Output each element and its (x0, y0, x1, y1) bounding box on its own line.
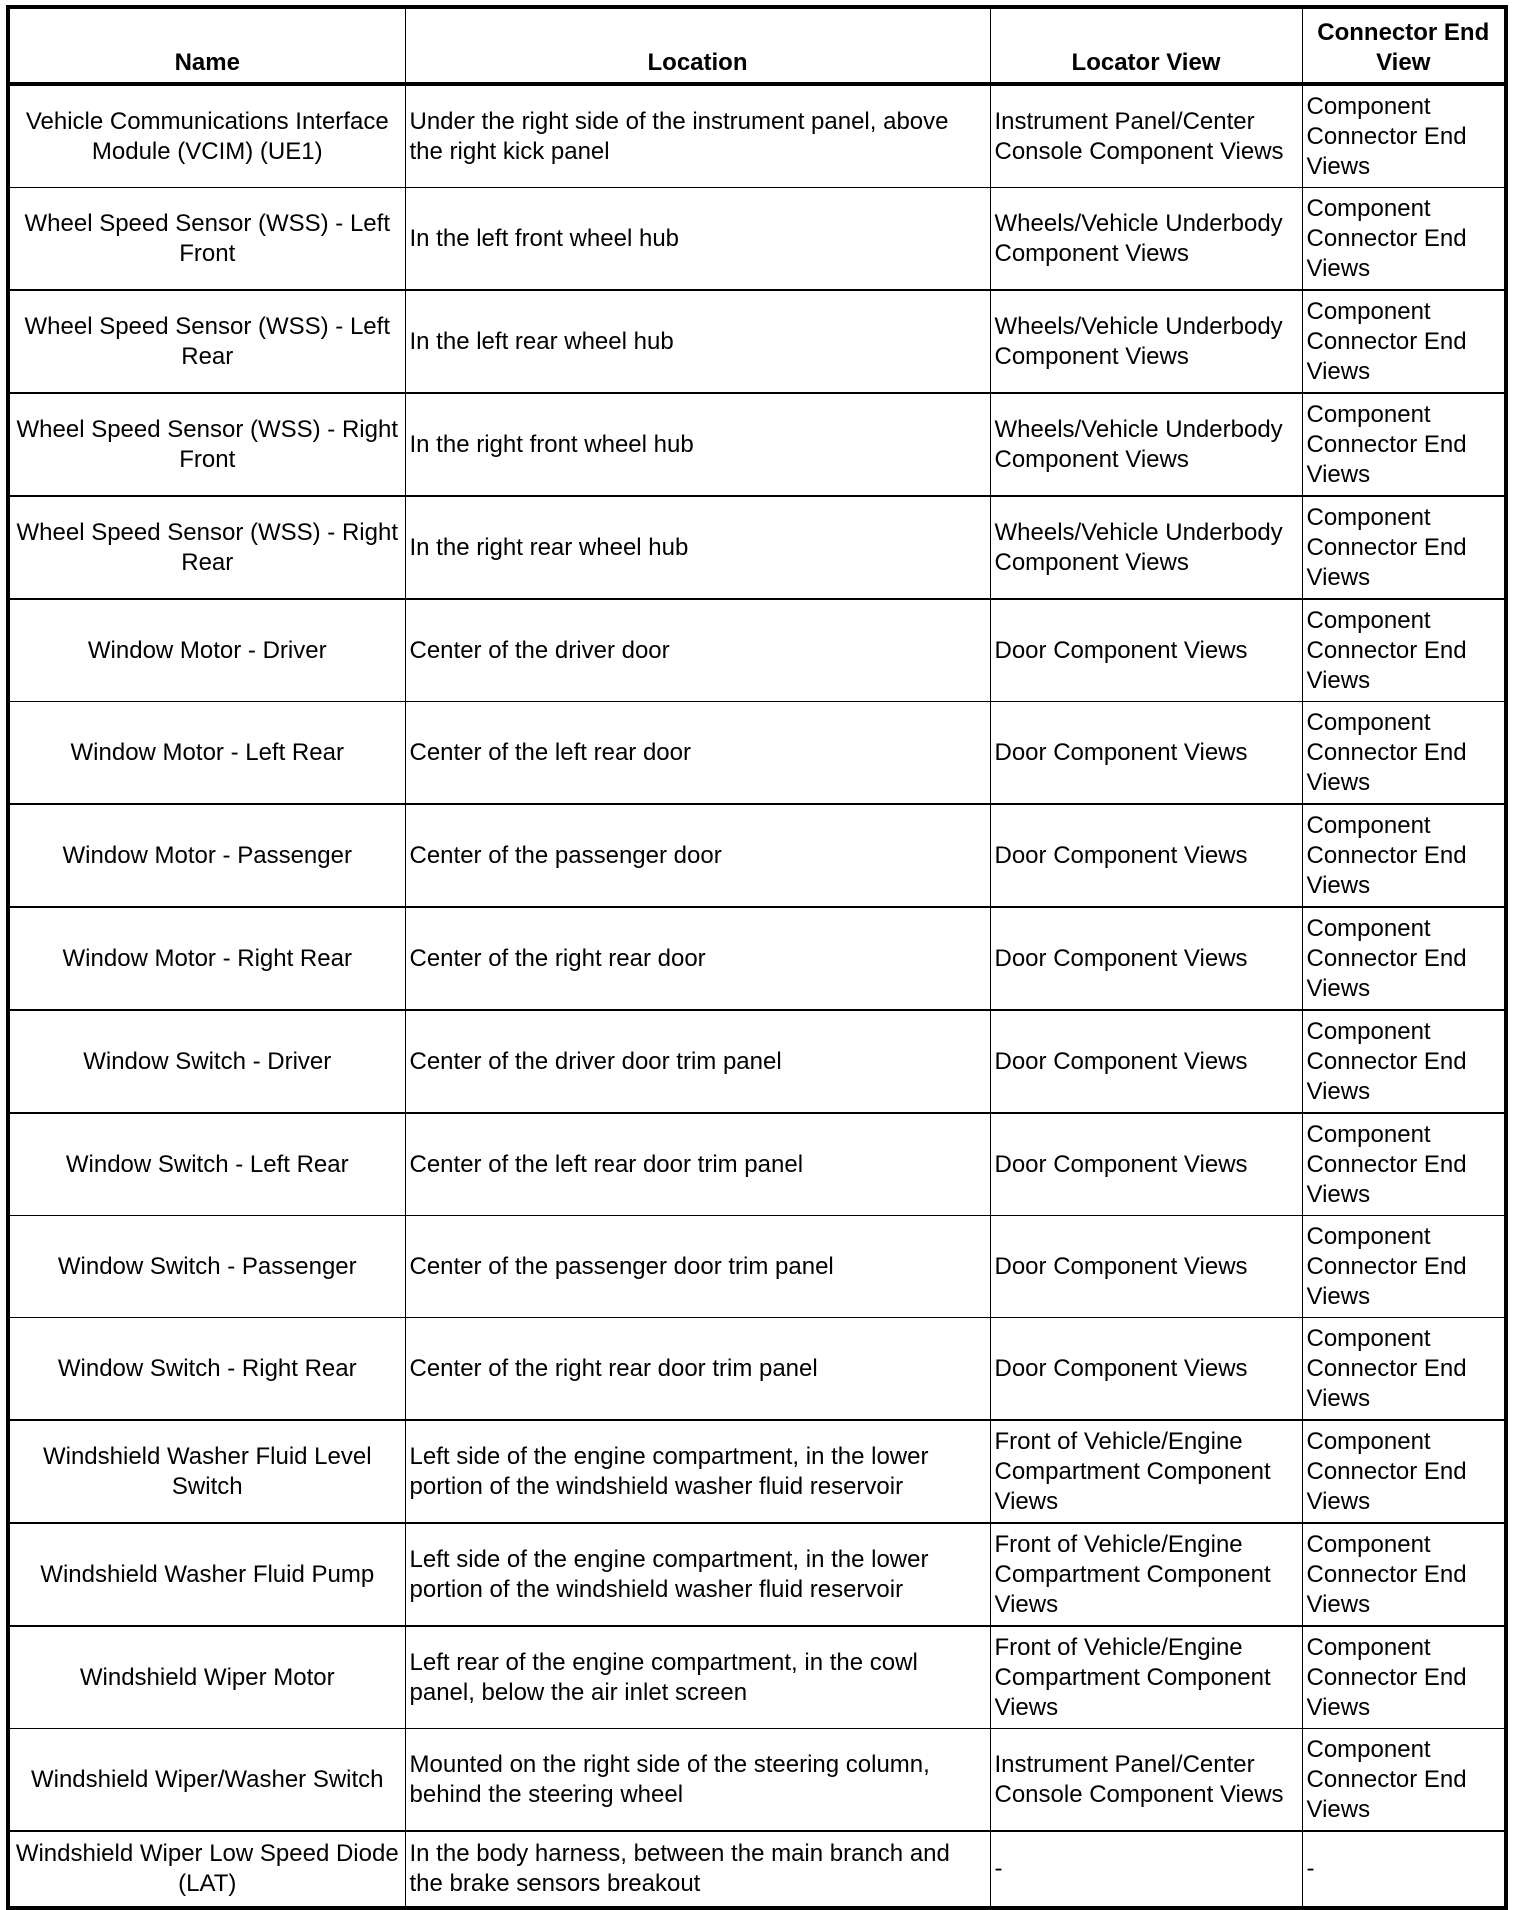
cell-locator-view: Door Component Views (990, 1216, 1302, 1318)
cell-locator-view: Door Component Views (990, 1010, 1302, 1113)
cell-locator-view: Front of Vehicle/Engine Compartment Component Views (990, 1420, 1302, 1523)
cell-name: Window Motor - Right Rear (8, 907, 405, 1010)
cell-name: Window Switch - Right Rear (8, 1318, 405, 1421)
cell-connector-end-view: Component Connector End Views (1302, 188, 1506, 291)
cell-connector-end-view: Component Connector End Views (1302, 1626, 1506, 1729)
cell-location: Center of the passenger door trim panel (405, 1216, 990, 1318)
cell-location: Under the right side of the instrument panel, above the right kick panel (405, 84, 990, 188)
cell-locator-view: Front of Vehicle/Engine Compartment Component Views (990, 1523, 1302, 1626)
table-row (8, 1729, 1506, 1832)
header-name: Name (8, 7, 405, 84)
table-row (8, 1831, 1506, 1908)
cell-location: Center of the passenger door (405, 804, 990, 907)
cell-locator-view: Door Component Views (990, 804, 1302, 907)
cell-name: Windshield Washer Fluid Pump (8, 1523, 405, 1626)
cell-locator-view: Door Component Views (990, 907, 1302, 1010)
cell-name: Wheel Speed Sensor (WSS) - Left Rear (8, 290, 405, 393)
cell-connector-end-view: Component Connector End Views (1302, 1729, 1506, 1832)
cell-connector-end-view: Component Connector End Views (1302, 599, 1506, 702)
table-row (8, 1216, 1506, 1318)
header-connector-end-view: Connector End View (1302, 7, 1506, 84)
table-row (8, 1626, 1506, 1729)
cell-name: Wheel Speed Sensor (WSS) - Left Front (8, 188, 405, 291)
cell-name: Windshield Wiper/Washer Switch (8, 1729, 405, 1832)
cell-connector-end-view: Component Connector End Views (1302, 907, 1506, 1010)
cell-locator-view: Door Component Views (990, 1113, 1302, 1216)
cell-name: Wheel Speed Sensor (WSS) - Right Front (8, 393, 405, 496)
cell-location: In the left front wheel hub (405, 188, 990, 291)
header-row (8, 7, 1506, 84)
cell-location: In the right front wheel hub (405, 393, 990, 496)
cell-locator-view: Front of Vehicle/Engine Compartment Component Views (990, 1626, 1302, 1729)
cell-locator-view: Door Component Views (990, 1318, 1302, 1421)
table-row (8, 702, 1506, 805)
table-row (8, 393, 1506, 496)
cell-connector-end-view: Component Connector End Views (1302, 393, 1506, 496)
cell-locator-view: Door Component Views (990, 599, 1302, 702)
table-row (8, 188, 1506, 291)
cell-location: Mounted on the right side of the steering column, behind the steering wheel (405, 1729, 990, 1832)
cell-connector-end-view: Component Connector End Views (1302, 1010, 1506, 1113)
cell-connector-end-view: Component Connector End Views (1302, 1318, 1506, 1421)
cell-name: Window Motor - Passenger (8, 804, 405, 907)
table-row (8, 804, 1506, 907)
cell-location: In the right rear wheel hub (405, 496, 990, 599)
cell-connector-end-view: Component Connector End Views (1302, 496, 1506, 599)
table-row (8, 907, 1506, 1010)
table-row (8, 1523, 1506, 1626)
cell-locator-view: Wheels/Vehicle Underbody Component Views (990, 496, 1302, 599)
header-location: Location (405, 7, 990, 84)
cell-locator-view: Door Component Views (990, 702, 1302, 805)
table-row (8, 1113, 1506, 1216)
cell-name: Windshield Wiper Motor (8, 1626, 405, 1729)
cell-connector-end-view: Component Connector End Views (1302, 804, 1506, 907)
cell-location: Center of the left rear door trim panel (405, 1113, 990, 1216)
cell-location: Center of the right rear door trim panel (405, 1318, 990, 1421)
table-row (8, 599, 1506, 702)
cell-connector-end-view: - (1302, 1831, 1506, 1908)
cell-connector-end-view: Component Connector End Views (1302, 702, 1506, 805)
cell-name: Wheel Speed Sensor (WSS) - Right Rear (8, 496, 405, 599)
table-row (8, 1010, 1506, 1113)
cell-locator-view: Wheels/Vehicle Underbody Component Views (990, 393, 1302, 496)
cell-connector-end-view: Component Connector End Views (1302, 84, 1506, 188)
table-row (8, 1420, 1506, 1523)
table-row (8, 84, 1506, 188)
header-locator-view: Locator View (990, 7, 1302, 84)
cell-locator-view: Instrument Panel/Center Console Component Views (990, 84, 1302, 188)
cell-location: Center of the left rear door (405, 702, 990, 805)
cell-name: Windshield Washer Fluid Level Switch (8, 1420, 405, 1523)
component-locator-table (6, 5, 1508, 1910)
cell-name: Window Motor - Left Rear (8, 702, 405, 805)
cell-location: Center of the driver door trim panel (405, 1010, 990, 1113)
cell-location: Left rear of the engine compartment, in the cowl panel, below the air inlet screen (405, 1626, 990, 1729)
cell-connector-end-view: Component Connector End Views (1302, 1420, 1506, 1523)
table-row (8, 496, 1506, 599)
cell-locator-view: Instrument Panel/Center Console Component Views (990, 1729, 1302, 1832)
cell-location: In the left rear wheel hub (405, 290, 990, 393)
cell-name: Window Motor - Driver (8, 599, 405, 702)
table-row (8, 290, 1506, 393)
cell-connector-end-view: Component Connector End Views (1302, 1523, 1506, 1626)
cell-location: Center of the right rear door (405, 907, 990, 1010)
cell-location: Left side of the engine compartment, in the lower portion of the windshield washer fluid reservoir (405, 1523, 990, 1626)
cell-name: Windshield Wiper Low Speed Diode (LAT) (8, 1831, 405, 1908)
cell-name: Vehicle Communications Interface Module (VCIM) (UE1) (8, 84, 405, 188)
cell-location: In the body harness, between the main branch and the brake sensors breakout (405, 1831, 990, 1908)
cell-connector-end-view: Component Connector End Views (1302, 290, 1506, 393)
cell-connector-end-view: Component Connector End Views (1302, 1113, 1506, 1216)
cell-locator-view: Wheels/Vehicle Underbody Component Views (990, 290, 1302, 393)
cell-connector-end-view: Component Connector End Views (1302, 1216, 1506, 1318)
cell-locator-view: - (990, 1831, 1302, 1908)
cell-name: Window Switch - Left Rear (8, 1113, 405, 1216)
cell-name: Window Switch - Passenger (8, 1216, 405, 1318)
table-row (8, 1318, 1506, 1421)
cell-location: Left side of the engine compartment, in the lower portion of the windshield washer fluid reservoir (405, 1420, 990, 1523)
cell-location: Center of the driver door (405, 599, 990, 702)
cell-name: Window Switch - Driver (8, 1010, 405, 1113)
cell-locator-view: Wheels/Vehicle Underbody Component Views (990, 188, 1302, 291)
